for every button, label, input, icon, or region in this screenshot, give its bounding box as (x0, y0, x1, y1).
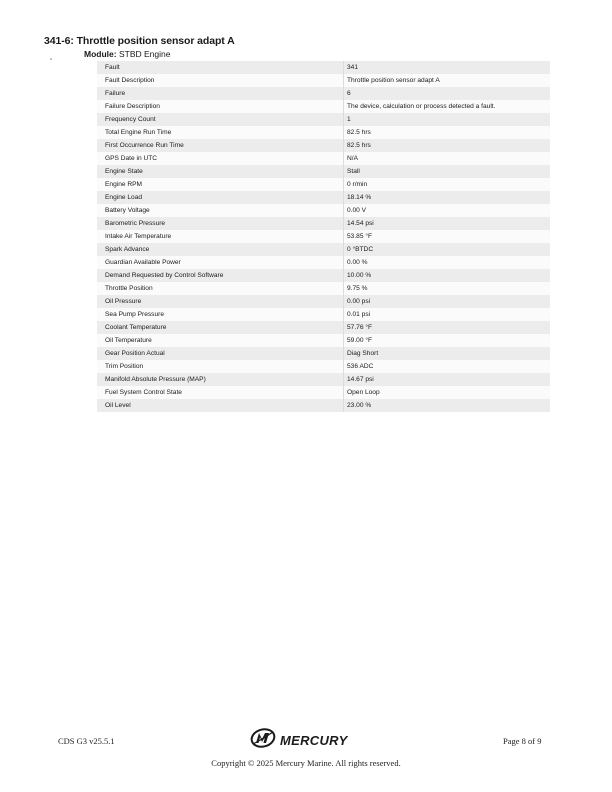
row-value: Open Loop (344, 386, 551, 399)
table-row (97, 61, 550, 74)
row-label: Battery Voltage (105, 207, 150, 214)
row-label: Guardian Available Power (105, 259, 181, 266)
row-value: 536 ADC (344, 360, 551, 373)
row-value: 0 °BTDC (344, 243, 551, 256)
table-row (97, 243, 550, 256)
row-label: Oil Level (105, 402, 131, 409)
table-row (97, 165, 550, 178)
table-row (97, 191, 550, 204)
row-label: Spark Advance (105, 246, 150, 253)
row-value: 0.00 psi (344, 295, 551, 308)
row-value: 0.00 % (344, 256, 551, 269)
table-row (97, 204, 550, 217)
row-label: Intake Air Temperature (105, 233, 172, 240)
module-value: STBD Engine (118, 49, 171, 59)
row-label: Manifold Absolute Pressure (MAP) (105, 376, 206, 383)
table-row (97, 126, 550, 139)
row-label: Fault Description (105, 77, 155, 84)
mercury-m-logo-icon (250, 728, 276, 753)
row-value: Stall (344, 165, 551, 178)
row-label: Throttle Position (105, 285, 153, 292)
row-value: 1 (344, 113, 551, 126)
row-value: 6 (344, 87, 551, 100)
fault-data-table (97, 61, 550, 412)
page-number: Page 8 of 9 (503, 736, 542, 746)
row-label: Fuel System Control State (105, 389, 182, 396)
row-label: Coolant Temperature (105, 324, 167, 331)
table-row (97, 87, 550, 100)
table-row (97, 269, 550, 282)
row-value: 0.01 psi (344, 308, 551, 321)
fault-title: 341-6: Throttle position sensor adapt A (44, 35, 235, 47)
row-label: Trim Position (105, 363, 144, 370)
row-label: Failure (105, 90, 126, 97)
row-value: 82.5 hrs (344, 126, 551, 139)
row-label: Barometric Pressure (105, 220, 166, 227)
table-row (97, 334, 550, 347)
table-row (97, 295, 550, 308)
table-row (97, 217, 550, 230)
table-row (97, 74, 550, 87)
table-row (97, 373, 550, 386)
row-label: Frequency Count (105, 116, 156, 123)
table-row (97, 360, 550, 373)
row-value: 0.00 V (344, 204, 551, 217)
table-row (97, 386, 550, 399)
module-label: Module: (84, 49, 117, 59)
logo-wordmark: MERCURY (280, 732, 348, 748)
row-label: Sea Pump Pressure (105, 311, 165, 318)
row-value: The device, calculation or process detected a fault. (344, 100, 551, 113)
table-row (97, 399, 550, 412)
row-value: 57.76 °F (344, 321, 551, 334)
row-label: Failure Description (105, 103, 160, 110)
row-label: Total Engine Run Time (105, 129, 172, 136)
row-label: Oil Pressure (105, 298, 142, 305)
row-label: Fault (105, 64, 120, 71)
mercury-logo (250, 729, 348, 751)
row-label: Engine Load (105, 194, 143, 201)
row-value: 10.00 % (344, 269, 551, 282)
row-label: Engine State (105, 168, 143, 175)
table-row (97, 152, 550, 165)
table-row (97, 178, 550, 191)
table-row (97, 113, 550, 126)
table-row (97, 282, 550, 295)
copyright-notice: Copyright © 2025 Mercury Marine. All rights reserved. (211, 758, 401, 768)
row-value: 0 r/min (344, 178, 551, 191)
row-label: Demand Requested by Control Software (105, 272, 224, 279)
row-label: Engine RPM (105, 181, 143, 188)
row-label: GPS Date in UTC (105, 155, 158, 162)
module-line (84, 49, 170, 59)
row-value: 14.67 psi (344, 373, 551, 386)
row-label: First Occurrence Run Time (105, 142, 184, 149)
table-row (97, 139, 550, 152)
table-row (97, 347, 550, 360)
table-row (97, 230, 550, 243)
row-value: 23.00 % (344, 399, 551, 412)
row-value: 9.75 % (344, 282, 551, 295)
software-version: CDS G3 v25.5.1 (58, 736, 115, 746)
row-value: Diag Short (344, 347, 551, 360)
row-value: Throttle position sensor adapt A (344, 74, 551, 87)
table-row (97, 308, 550, 321)
row-value: 14.54 psi (344, 217, 551, 230)
scan-speck (50, 58, 52, 60)
row-value: 59.00 °F (344, 334, 551, 347)
row-value: 341 (344, 61, 551, 74)
row-value: 82.5 hrs (344, 139, 551, 152)
row-label: Gear Position Actual (105, 350, 165, 357)
row-value: N/A (344, 152, 551, 165)
row-label: Oil Temperature (105, 337, 152, 344)
table-row (97, 321, 550, 334)
table-row (97, 100, 550, 113)
row-value: 18.14 % (344, 191, 551, 204)
table-row (97, 256, 550, 269)
row-value: 53.85 °F (344, 230, 551, 243)
